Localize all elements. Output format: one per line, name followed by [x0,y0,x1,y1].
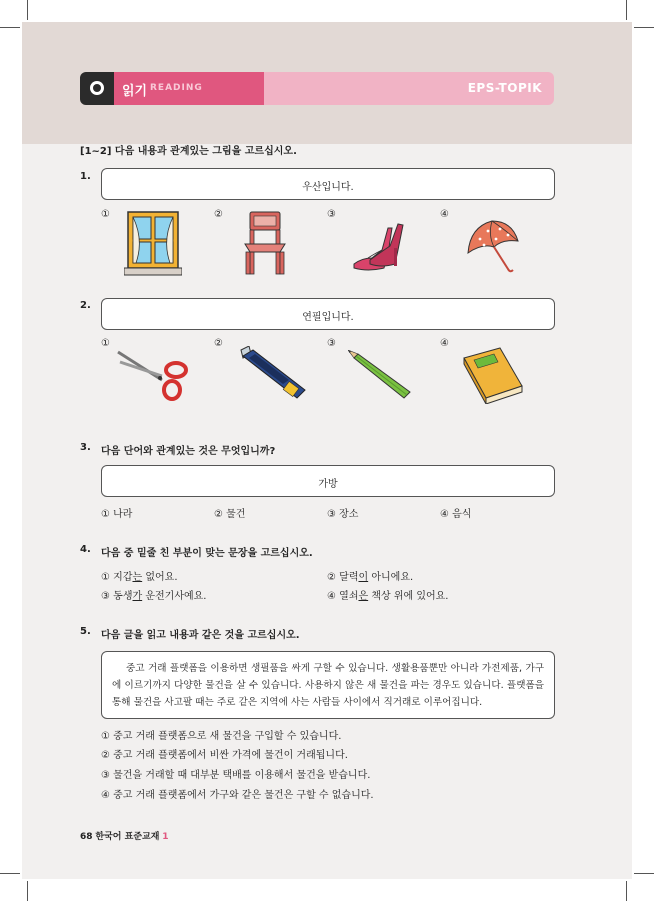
page-number: 68 [80,832,93,842]
book-icon[interactable] [460,346,526,404]
q3-option-3[interactable]: ③ 장소 [327,509,359,520]
instruction-1-2: [1~2] 다음 내용과 관계있는 그림을 고르십시오. [80,146,297,157]
reading-icon [80,72,114,105]
q5-option-1[interactable]: ① 중고 거래 플랫폼으로 새 물건을 구입할 수 있습니다. [101,731,342,742]
crop-mark [634,873,654,874]
q4-question: 다음 중 밑줄 친 부분이 맞는 문장을 고르십시오. [101,548,313,559]
crop-mark [0,27,20,28]
q2-prompt: 연필입니다. [302,312,354,323]
section-title: 읽기 [122,84,148,99]
q3-number: 3. [80,442,91,453]
crop-mark [626,881,627,901]
q5-option-3[interactable]: ③ 물건을 거래할 때 대부분 택배를 이용해서 물건을 받습니다. [101,770,371,781]
umbrella-icon[interactable] [462,215,524,277]
q1-prompt-box [101,168,555,200]
q1-option-4-mark[interactable]: ④ [440,209,449,220]
q4-number: 4. [80,544,91,555]
q3-question: 다음 단어와 관계있는 것은 무엇입니까? [101,446,276,457]
book-volume: 1 [162,832,169,842]
brand-bar [264,72,554,105]
window-icon[interactable] [124,210,182,278]
crop-mark [27,881,28,901]
q4-option-3[interactable]: ③ 동생가 운전기사예요. [101,591,207,602]
q1-option-1-mark[interactable]: ① [101,209,110,220]
q2-option-4-mark[interactable]: ④ [440,338,449,349]
chair-icon[interactable] [242,210,288,276]
q5-question: 다음 글을 읽고 내용과 같은 것을 고르십시오. [101,630,300,641]
q3-option-4[interactable]: ④ 음식 [440,509,472,520]
q4-option-2[interactable]: ② 달력이 아니에요. [327,572,414,583]
q4-option-1[interactable]: ① 지갑는 없어요. [101,572,178,583]
q3-prompt: 가방 [318,479,338,490]
section-banner [80,72,554,105]
q1-option-3-mark[interactable]: ③ [327,209,336,220]
q5-number: 5. [80,626,91,637]
brand-label: EPS-TOPIK [467,81,542,95]
q5-option-2[interactable]: ② 중고 거래 플랫폼에서 비싼 가격에 물건이 거래됩니다. [101,750,348,761]
q2-option-3-mark[interactable]: ③ [327,338,336,349]
crop-mark [27,0,28,20]
page-footer [80,829,169,842]
q1-prompt: 우산입니다. [302,182,354,193]
crop-mark [634,27,654,28]
q2-prompt-box [101,298,555,330]
q3-option-1[interactable]: ① 나라 [101,509,133,520]
high-heels-icon[interactable] [348,220,410,272]
section-title-bar [114,72,264,105]
utility-knife-icon[interactable] [229,346,307,404]
underlined-part: 은 [358,591,369,602]
q3-option-2[interactable]: ② 물건 [214,509,246,520]
q5-passage-box [101,651,555,719]
q1-option-2-mark[interactable]: ② [214,209,223,220]
underlined-part: 는 [132,572,143,583]
crop-mark [626,0,627,20]
q1-number: 1. [80,171,91,182]
q4-option-4[interactable]: ④ 열쇠은 책상 위에 있어요. [327,591,449,602]
textbook-page [22,22,632,879]
pencil-icon[interactable] [348,350,412,400]
q5-option-4[interactable]: ④ 중고 거래 플랫폼에서 가구와 같은 물건은 구할 수 없습니다. [101,790,374,801]
q2-option-2-mark[interactable]: ② [214,338,223,349]
crop-mark [0,873,20,874]
q5-passage: 중고 거래 플랫폼을 이용하면 생필품을 싸게 구할 수 있습니다. 생활용품뿐만 아니라 가전제품, 가구에 이르기까지 다양한 물건을 살 수 있습니다. 사용하지 않은 새 물건을 파는 경우도 있습니다. 플랫폼을 통해 물건을 사고팔 때는 주로 같은 지역에 사는 사람들 사이에서 직거래로 이루어집니다. [112,663,544,708]
section-subtitle: READING [150,83,203,93]
q3-prompt-box [101,465,555,497]
underlined-part: 이 [358,572,369,583]
scissors-icon[interactable] [116,348,190,402]
book-title: 한국어 표준교재 [95,832,160,842]
underlined-part: 가 [132,591,143,602]
q2-option-1-mark[interactable]: ① [101,338,110,349]
q2-number: 2. [80,300,91,311]
